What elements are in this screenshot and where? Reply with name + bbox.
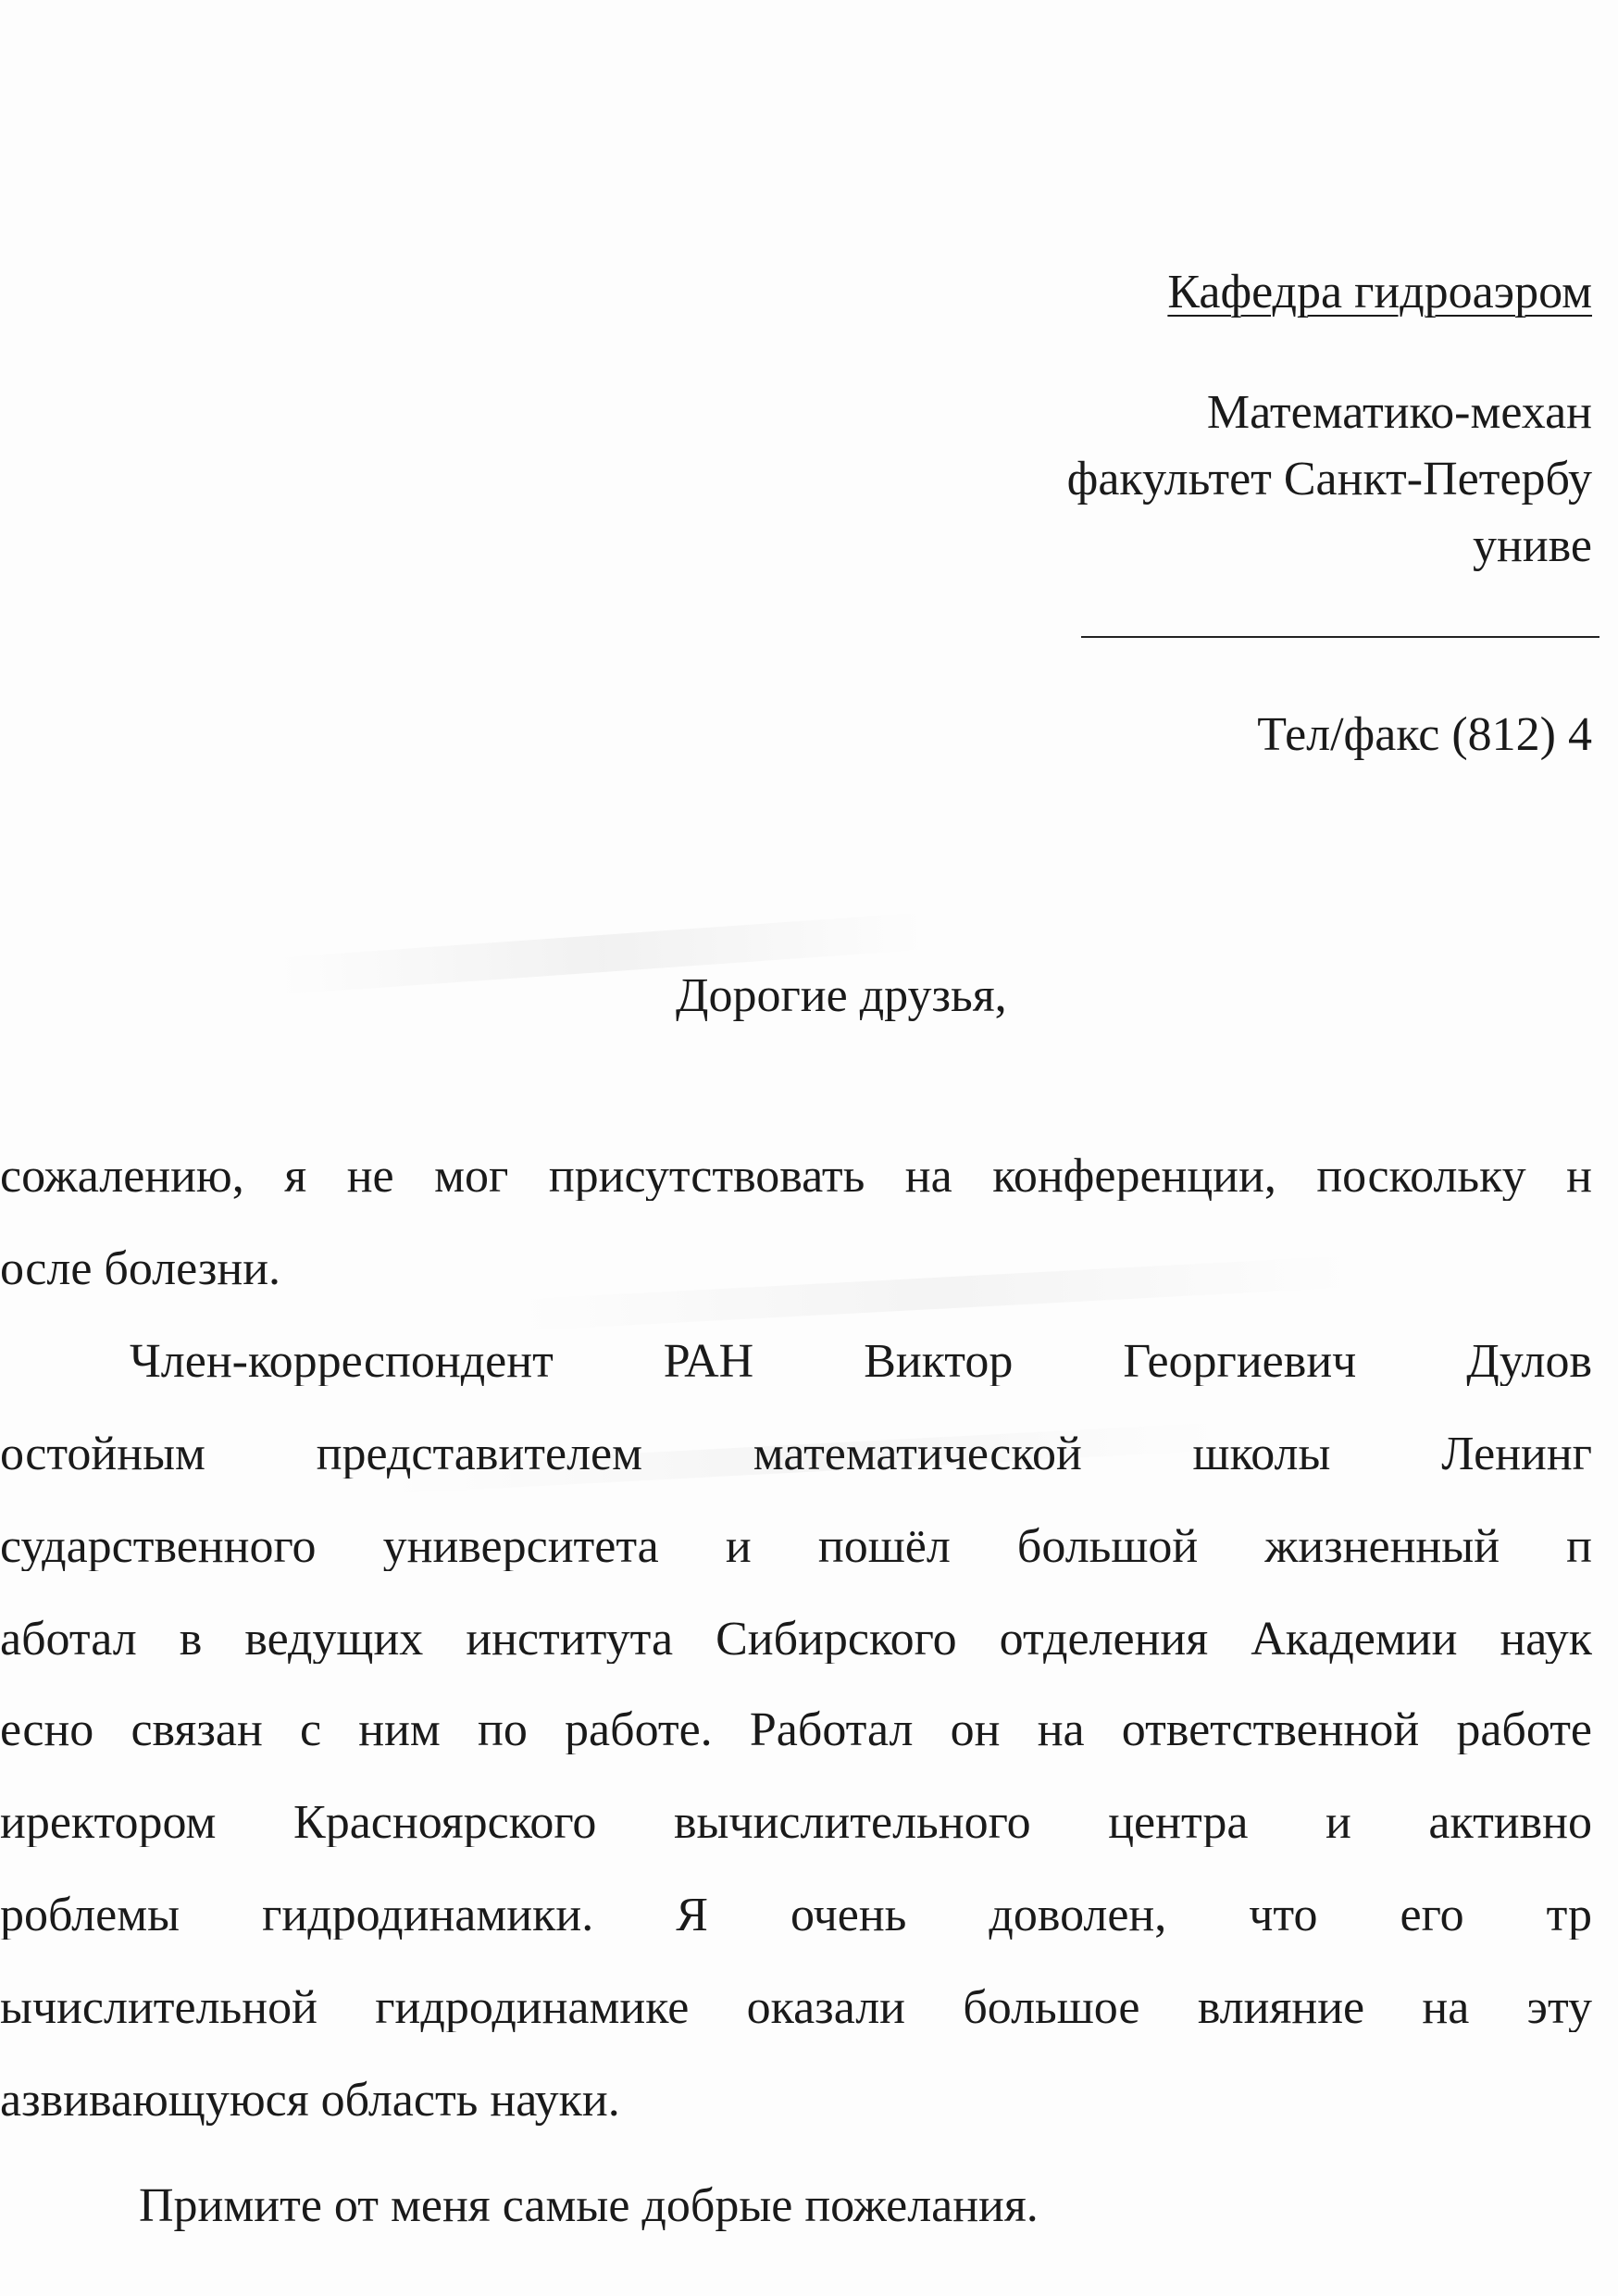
faculty-line-1: Математико-механ [1206,386,1592,439]
body-line: аботал в ведущих института Сибирского отделения Академии наук [0,1616,1592,1664]
faculty-line-3: униве [1473,519,1592,572]
salutation: Дорогие друзья, [676,969,1007,1022]
phone-fax: Тел/факс (812) 4 [1257,708,1592,761]
closing-line: Примите от меня самые добрые пожелания. [139,2179,1039,2232]
body-line: есно связан с ним по работе. Работал он на ответственной работе [0,1706,1592,1754]
body-line: Член-корреспондент РАН Виктор Георгиевич Дулов [130,1338,1592,1386]
body-line: сударственного университета и пошёл большой жизненный п [0,1523,1592,1571]
letterhead-divider [1081,636,1599,638]
body-line: ычислительной гидродинамике оказали большое влияние на эту [0,1984,1592,2032]
body-line: иректором Красноярского вычислительного центра и активно [0,1799,1592,1847]
body-line: азвивающуюся область науки. [0,2074,620,2127]
department-name: Кафедра гидроаэром [1167,266,1592,318]
body-line: осле болезни. [0,1242,281,1295]
faculty-line-2: факультет Санкт-Петербу [1066,453,1592,505]
body-line: сожалению, я не мог присутствовать на конференции, поскольку н [0,1153,1592,1201]
show-through-mark [518,1255,1352,1330]
body-line: остойным представителем математической школы Ленинг [0,1430,1592,1479]
body-line: роблемы гидродинамики. Я очень доволен, что его тр [0,1891,1592,1940]
